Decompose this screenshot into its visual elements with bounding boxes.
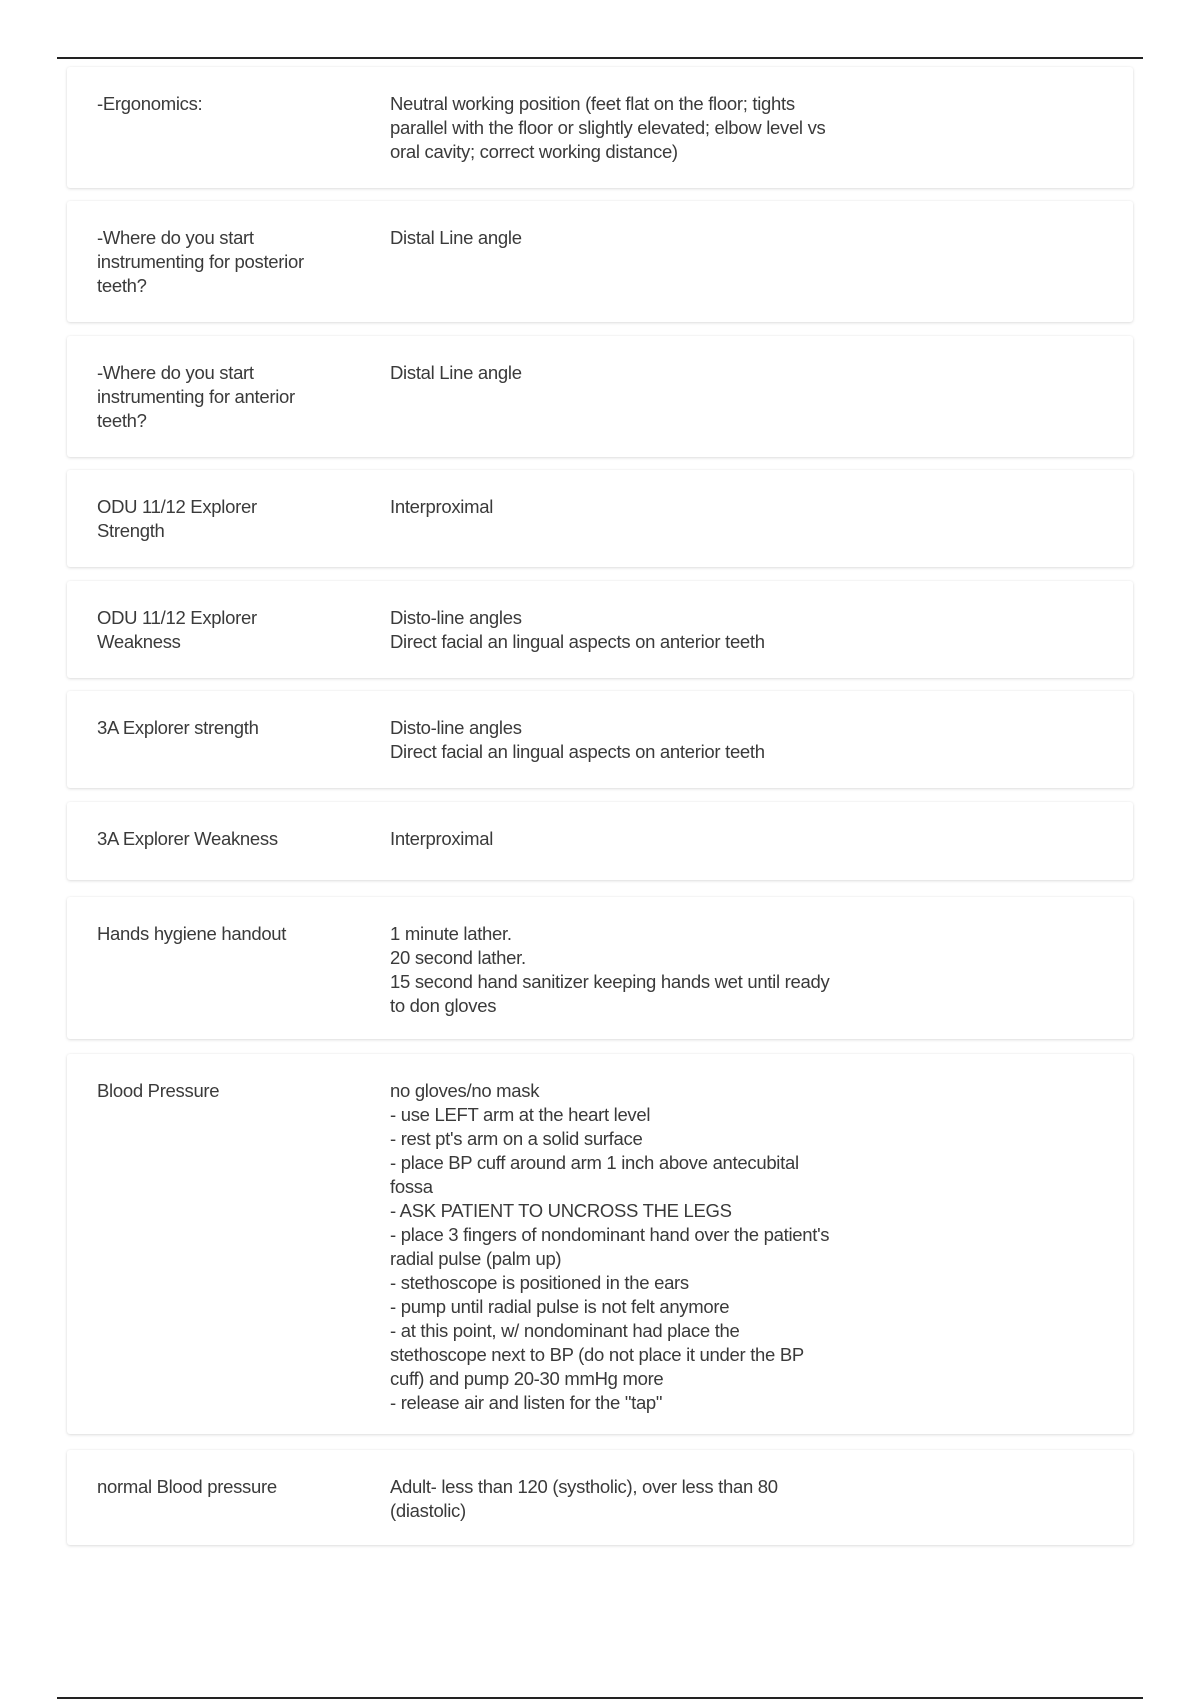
flashcard-row: [67, 336, 1133, 457]
card-definition: Neutral working position (feet flat on the floor; tights parallel with the floor or slightly elevated; elbow level vs oral cavity; correct working distance): [390, 93, 826, 162]
card-definition: Disto-line angles Direct facial an lingual aspects on anterior teeth: [390, 717, 765, 762]
top-rule: [57, 57, 1143, 59]
card-definition: Interproximal: [390, 496, 494, 517]
flashcard-row: [67, 201, 1133, 322]
bottom-rule: [57, 1697, 1143, 1699]
flashcard-row: [67, 1054, 1133, 1434]
flashcard-row: [67, 897, 1133, 1039]
card-definition: Adult- less than 120 (systholic), over less than 80 (diastolic): [390, 1476, 778, 1521]
card-term: 3A Explorer strength: [97, 717, 259, 738]
flashcard-row: [67, 691, 1133, 788]
card-definition: Distal Line angle: [390, 362, 522, 383]
card-term: ODU 11/12 Explorer Strength: [97, 496, 257, 541]
card-term: Blood Pressure: [97, 1080, 220, 1101]
card-term: ODU 11/12 Explorer Weakness: [97, 607, 257, 652]
card-term: -Ergonomics:: [97, 93, 203, 114]
card-definition: no gloves/no mask - use LEFT arm at the heart level - rest pt's arm on a solid surface - place BP cuff around arm 1 inch above antecubital fossa - ASK PATIENT TO UNCROSS THE LEGS - place 3 fingers of nondominant hand over the patient's radial pulse (palm up) - stethoscope is positioned in the ears - pump until radial pulse is not felt anymore - at this point, w/ nondominant had place the stethoscope next to BP (do not place it under the BP cuff) and pump 20-30 mmHg more - release air and listen for the "tap": [390, 1080, 830, 1413]
flashcard-row: [67, 1450, 1133, 1545]
card-definition: Distal Line angle: [390, 227, 522, 248]
card-term: normal Blood pressure: [97, 1476, 277, 1497]
flashcard-row: [67, 802, 1133, 880]
card-definition: Interproximal: [390, 828, 494, 849]
card-definition: 1 minute lather. 20 second lather. 15 second hand sanitizer keeping hands wet until ready to don gloves: [390, 923, 830, 1016]
flashcard-row: [67, 581, 1133, 678]
card-term: -Where do you start instrumenting for anterior teeth?: [97, 362, 295, 431]
card-term: Hands hygiene handout: [97, 923, 287, 944]
flashcard-row: [67, 470, 1133, 567]
flashcard-row: [67, 67, 1133, 188]
card-term: -Where do you start instrumenting for posterior teeth?: [97, 227, 304, 296]
card-term: 3A Explorer Weakness: [97, 828, 278, 849]
card-definition: Disto-line angles Direct facial an lingual aspects on anterior teeth: [390, 607, 765, 652]
